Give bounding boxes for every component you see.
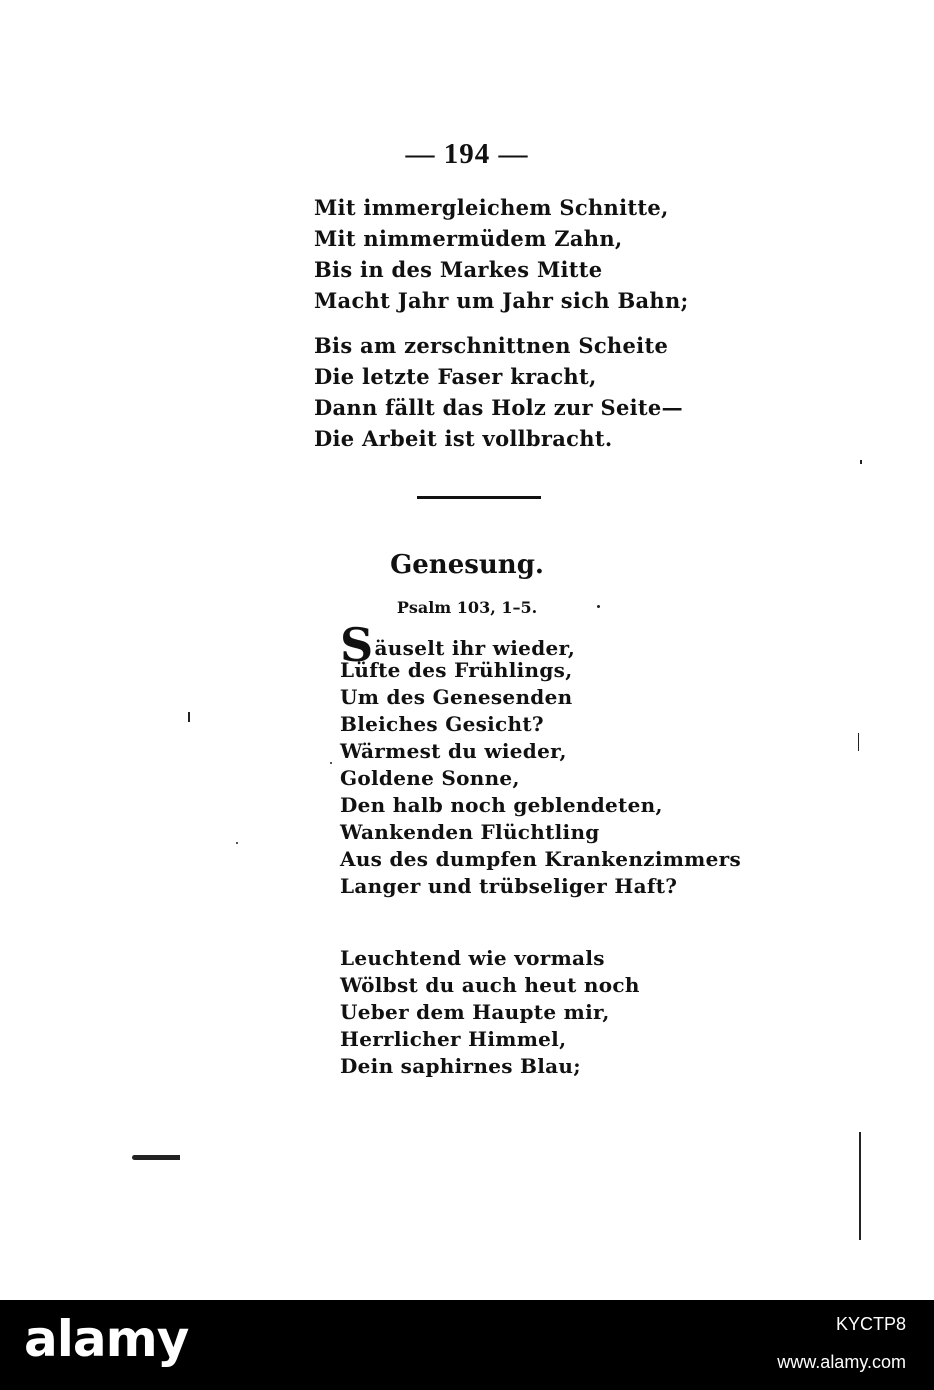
scan-speck bbox=[330, 762, 332, 764]
verse-line: Bleiches Gesicht? bbox=[340, 712, 544, 736]
verse-line: Langer und trübseliger Haft? bbox=[340, 874, 678, 898]
verse-line: Mit nimmermüdem Zahn, bbox=[314, 226, 623, 251]
drop-cap: S bbox=[340, 618, 374, 672]
watermark-footer bbox=[0, 1300, 934, 1390]
verse-line: Lüfte des Frühlings, bbox=[340, 658, 573, 682]
verse-line: Die letzte Faser kracht, bbox=[314, 364, 597, 389]
verse-line: Den halb noch geblendeten, bbox=[340, 793, 663, 817]
verse-line: Die Arbeit ist vollbracht. bbox=[314, 426, 613, 451]
poem-stanza-one bbox=[340, 618, 742, 900]
verse-line: Um des Genesenden bbox=[340, 685, 573, 709]
verse-line: Bis am zerschnittnen Scheite bbox=[314, 333, 669, 358]
verse-line: Ueber dem Haupte mir, bbox=[340, 1000, 610, 1024]
scan-dash-mark bbox=[132, 1155, 180, 1160]
verse-line: Herrlicher Himmel, bbox=[340, 1027, 567, 1051]
verse-line: Dein saphirnes Blau; bbox=[340, 1054, 581, 1078]
verse-line: Macht Jahr um Jahr sich Bahn; bbox=[314, 288, 689, 313]
page-number: — 194 — bbox=[405, 138, 529, 170]
scan-speck bbox=[236, 842, 238, 844]
first-line-text: äuselt ihr wieder, bbox=[374, 636, 576, 660]
scan-edge-mark bbox=[859, 1132, 861, 1240]
verse-line: Mit immergleichem Schnitte, bbox=[314, 195, 669, 220]
verse-line: Dann fällt das Holz zur Seite— bbox=[314, 395, 683, 420]
section-divider bbox=[417, 496, 541, 499]
verse-line: Bis in des Markes Mitte bbox=[314, 257, 603, 282]
scan-edge-mark bbox=[860, 460, 862, 464]
scan-edge-mark bbox=[188, 712, 190, 722]
poem-title: Genesung. bbox=[390, 550, 544, 580]
alamy-logo: alamy bbox=[24, 1310, 189, 1368]
verse-line: Wölbst du auch heut noch bbox=[340, 973, 640, 997]
image-id: KYCTP8 bbox=[835, 1314, 906, 1334]
verse-line: Aus des dumpfen Krankenzimmers bbox=[340, 847, 742, 871]
stanza-second bbox=[314, 330, 683, 454]
footer-url: www.alamy.com bbox=[777, 1352, 906, 1372]
verse-line: Wankenden Flüchtling bbox=[340, 820, 600, 844]
scan-edge-mark bbox=[858, 733, 859, 751]
stanza-first bbox=[314, 192, 689, 316]
verse-line: Wärmest du wieder, bbox=[340, 739, 567, 763]
scan-speck bbox=[597, 605, 600, 608]
verse-line: Leuchtend wie vormals bbox=[340, 946, 605, 970]
verse-line: Goldene Sonne, bbox=[340, 766, 520, 790]
poem-subtitle: Psalm 103, 1–5. bbox=[396, 598, 538, 617]
poem-stanza-two bbox=[340, 945, 640, 1080]
